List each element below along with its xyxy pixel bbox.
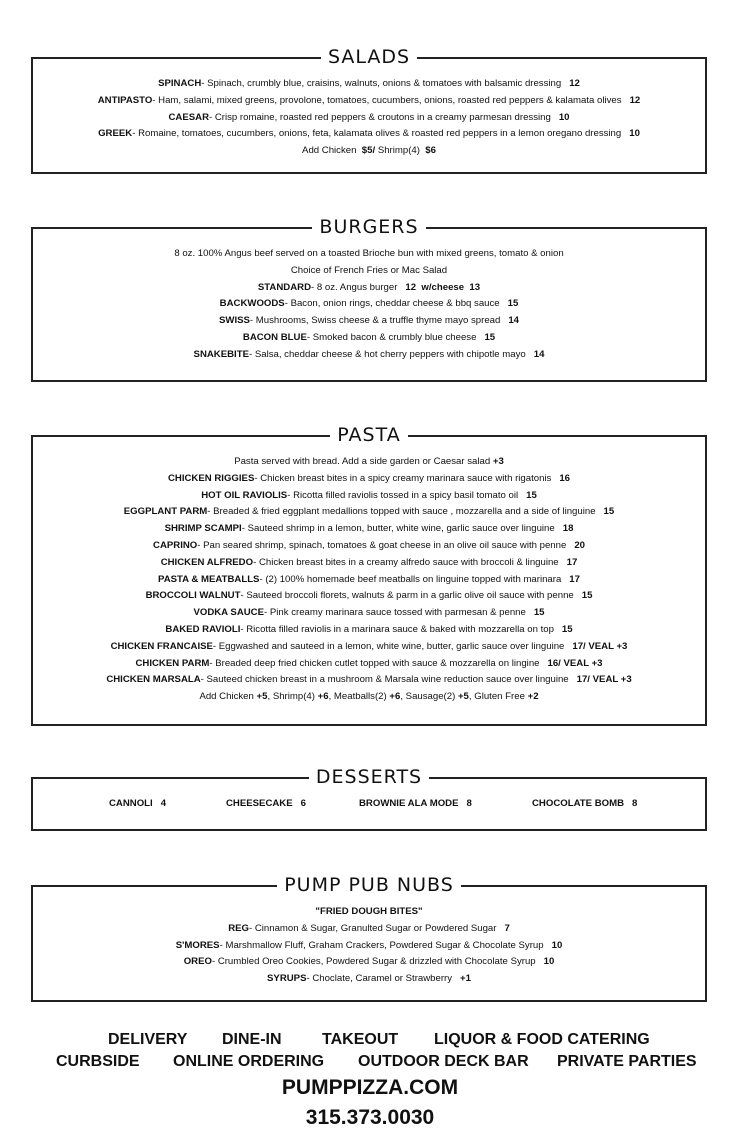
item-name: CHOCOLATE BOMB [532,798,625,809]
item-name: PASTA & MEATBALLS [158,573,260,585]
service-takeout: TAKEOUT [322,1031,399,1048]
dessert-item [532,796,637,812]
addon-chicken-price: $5/ [361,145,376,157]
item-price: 10 [558,111,570,123]
item-name: CANNOLI [109,798,153,809]
item-description: - Smoked bacon & crumbly blue cheese [306,331,477,343]
item-name: BAKED RAVIOLI [165,623,241,635]
menu-item [33,921,705,938]
item-name: SYRUPS [267,973,307,985]
item-description: - Choclate, Caramel or Strawberry [306,973,453,985]
item-description: - Romaine, tomatoes, cucumbers, onions, feta, kalamata olives & roasted red peppers in a lemon oregano dressing [132,128,622,140]
pasta-intro-text: Pasta served with bread. Add a side garden or Caesar salad [234,456,491,467]
addon-meatballs: Meatballs(2) [333,691,387,703]
pasta-intro-price: +3 [492,456,504,467]
item-name: BACKWOODS [219,298,285,310]
item-name: CHICKEN MARSALA [106,674,201,686]
service-online-ordering: ONLINE ORDERING [173,1053,325,1070]
item-name: REG [228,922,249,934]
service-curbside: CURBSIDE [56,1053,140,1070]
item-name: CHICKEN FRANCAISE [110,640,213,652]
item-description: - Cinnamon & Sugar, Granulted Sugar or Powdered Sugar [249,922,497,934]
item-name: SHRIMP SCAMPI [164,523,242,535]
phone-number: 315.373.0030 [305,1106,435,1129]
dessert-item [226,796,306,812]
item-price: 4 [160,798,167,809]
service-private-parties: PRIVATE PARTIES [557,1053,697,1070]
addon-sausage-price: +5 [457,691,469,703]
item-name: STANDARD [257,281,312,293]
salads-section [31,46,707,174]
item-description: - Chicken breast bites in a creamy alfredo sauce with broccoli & linguine [253,556,559,568]
item-description: - Sauteed shrimp in a lemon, butter, white wine, garlic sauce over linguine [241,523,555,535]
pasta-section [31,424,707,726]
item-price: +1 [460,973,471,985]
item-name: OREO [183,956,212,968]
item-description: - Ham, salami, mixed greens, provolone, tomatoes, cucumbers, onions, roasted red peppers & kalamata olives [152,94,622,106]
addon-shrimp-price: +6 [317,691,329,703]
menu-item [33,971,705,988]
item-description: - Sauteed broccoli florets, walnuts & parm in a garlic olive oil sauce with penne [240,590,574,602]
menu-item [33,296,705,313]
item-price: 10 [551,939,563,951]
addon-shrimp: Shrimp(4) [272,691,315,703]
item-name: HOT OIL RAVIOLIS [201,489,288,501]
item-description: - Ricotta filled raviolis tossed in a spicy basil tomato oil [287,489,519,501]
burgers-title-wrap [33,214,705,242]
item-name: CHEESECAKE [226,798,293,809]
menu-item [33,622,705,639]
addon-shrimp: Shrimp(4) [377,145,420,157]
item-price: 7 [504,922,510,934]
menu-item [33,280,705,297]
item-price: 16/ VEAL +3 [547,657,603,669]
item-name: SPINACH [158,78,202,89]
item-description: - 8 oz. Angus burger [311,281,398,293]
item-description: - Breaded deep fried chicken cutlet topped with sauce & mozzarella on lingine [209,657,540,669]
addon-chicken: Add Chicken [199,691,254,703]
addon-meatballs-price: +6 [389,691,401,703]
service-dine-in: DINE-IN [222,1031,282,1048]
addon-gluten-free-price: +2 [527,691,539,703]
item-description: - Pan seared shrimp, spinach, tomatoes & goat cheese in an olive oil sauce with penne [197,539,567,551]
menu-item [33,488,705,505]
menu-item [33,504,705,521]
menu-item [33,656,705,673]
item-price: 6 [300,798,306,809]
addon-gluten-free: Gluten Free [474,691,525,703]
pasta-addons-line: Add Chicken +5, Shrimp(4) +6, Meatballs(2) +6, Sausage(2) +5, Gluten Free +2 [199,691,539,703]
addon-sausage: Sausage(2) [405,691,456,703]
item-price: 12 w/cheese 13 [405,281,481,293]
menu-item [33,672,705,689]
item-price: 15 [484,331,496,343]
nubs-subtitle-text: "FRIED DOUGH BITES" [315,906,423,917]
item-name: CHICKEN ALFREDO [160,556,254,568]
salad-addon-line [33,143,705,160]
item-description: - Spinach, crumbly blue, craisins, walnuts, onions & tomatoes with balsamic dressing [201,78,562,89]
item-price: 14 [508,315,520,327]
item-description: - Crisp romaine, roasted red peppers & croutons in a creamy parmesan dressing [209,111,551,123]
service-catering: LIQUOR & FOOD CATERING [434,1031,650,1048]
item-price: 16 [559,472,571,484]
dessert-item [359,796,472,812]
addon-shrimp-price: $6 [425,145,436,157]
item-price: 15 [533,607,545,619]
item-description: - Sauteed chicken breast in a mushroom & Marsala wine reduction sauce over linguine [200,674,569,686]
item-name: BACON BLUE [242,331,307,343]
item-price: 15 [603,506,615,518]
menu-item [33,330,705,347]
salads-title-wrap [33,44,705,72]
desserts-title-wrap [33,764,705,792]
item-description: - Pink creamy marinara sauce tossed with parmesan & penne [264,607,526,619]
dessert-item [109,796,166,812]
menu-item [33,126,705,143]
menu-item [33,313,705,330]
pasta-title-wrap [33,422,705,450]
item-price: 15 [561,623,573,635]
item-name: CHICKEN PARM [135,657,210,669]
item-name: CAESAR [168,111,210,123]
item-name: CAPRINO [153,539,198,551]
menu-item [33,555,705,572]
item-name: BROWNIE ALA MODE [359,798,459,809]
pasta-intro [33,454,705,471]
burgers-intro: 8 oz. 100% Angus beef served on a toasted Brioche bun with mixed greens, tomato & onion [174,248,564,259]
item-name: GREEK [98,128,133,140]
menu-item [33,110,705,127]
item-description: - Ricotta filled raviolis in a marinara sauce & baked with mozzarella on top [240,623,554,635]
item-price: 10 [543,956,555,968]
item-description: - Chicken breast bites in a spicy creamy marinara sauce with rigatonis [254,472,552,484]
menu-item [33,93,705,110]
menu-item [33,938,705,955]
item-price: 20 [574,539,585,551]
item-price: 17 [566,556,578,568]
menu-item [33,538,705,555]
item-name: SWISS [218,315,250,327]
item-price: 15 [581,590,593,602]
item-price: 18 [562,523,574,535]
section-title: DESSERTS [309,766,429,788]
menu-item [33,76,705,93]
nubs-subtitle [33,904,705,921]
item-description: - (2) 100% homemade beef meatballs on linguine topped with marinara [259,573,562,585]
menu-item [33,639,705,656]
website: PUMPPIZZA.COM [281,1076,459,1099]
item-description: - Mushrooms, Swiss cheese & a truffle thyme mayo spread [249,315,501,327]
item-name: VODKA SAUCE [193,607,265,619]
item-price: 12 [569,78,580,89]
item-description: - Crumbled Oreo Cookies, Powdered Sugar & drizzled with Chocolate Syrup [211,956,536,968]
item-description: - Marshmallow Fluff, Graham Crackers, Powdered Sugar & Chocolate Syrup [219,939,544,951]
item-price: 14 [533,348,545,360]
item-name: ANTIPASTO [97,94,153,106]
item-price: 17/ VEAL +3 [572,640,628,652]
item-description: - Breaded & fried eggplant medallions topped with sauce , mozzarella and a side of linguine [207,506,596,518]
section-title: PASTA [330,424,407,446]
item-name: EGGPLANT PARM [123,506,208,518]
burgers-side-choice: Choice of French Fries or Mac Salad [290,264,448,276]
item-price: 17 [569,573,580,585]
item-description: - Salsa, cheddar cheese & hot cherry peppers with chipotle mayo [248,348,526,360]
menu-item [33,521,705,538]
item-description: - Eggwashed and sauteed in a lemon, white wine, butter, garlic sauce over linguine [212,640,565,652]
item-price: 8 [632,798,638,809]
menu-item [33,588,705,605]
item-price: 15 [526,489,537,501]
item-price: 15 [507,298,519,310]
item-price: 17/ VEAL +3 [576,674,632,686]
item-price: 12 [629,94,641,106]
item-price: 8 [466,798,472,809]
item-price: 10 [629,128,640,140]
menu-item [33,347,705,364]
item-description: - Bacon, onion rings, cheddar cheese & bbq sauce [284,298,500,310]
nubs-section [31,874,707,1002]
burgers-section [31,216,707,382]
menu-item [33,954,705,971]
desserts-row [33,796,705,812]
section-title: SALADS [321,46,417,68]
addon-chicken-price: +5 [256,691,268,703]
addon-chicken: Add Chicken [302,145,357,157]
item-name: CHICKEN RIGGIES [167,472,255,484]
item-name: BROCCOLI WALNUT [145,590,241,602]
desserts-section [31,766,707,831]
menu-item [33,471,705,488]
menu-item [33,572,705,589]
section-title: BURGERS [312,216,425,238]
section-title: PUMP PUB NUBS [277,874,461,896]
menu-item [33,605,705,622]
item-name: SNAKEBITE [193,348,249,360]
service-delivery: DELIVERY [108,1031,188,1048]
service-outdoor-deck-bar: OUTDOOR DECK BAR [358,1053,529,1070]
nubs-title-wrap [33,872,705,900]
item-name: S'MORES [175,939,220,951]
